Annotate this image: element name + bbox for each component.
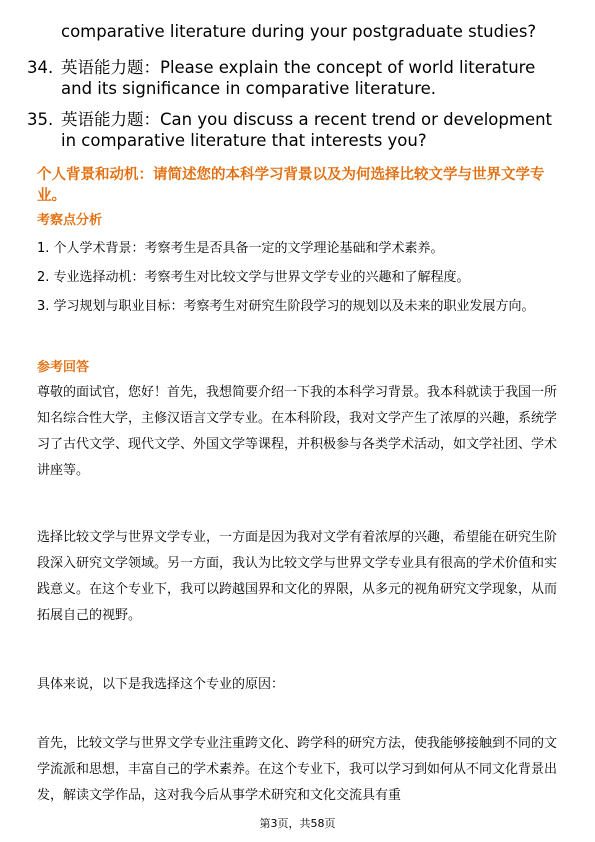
page-footer: 第3页，共58页 — [259, 817, 336, 830]
analysis-heading: 考察点分析 — [37, 213, 103, 228]
answer-paragraph: 尊敬的面试官，您好！首先，我想简要介绍一下我的本科学习背景。我本科就读于我国一所知名综合性大学，主修汉语言文学专业。在本科阶段，我对文学产生了浓厚的兴趣，系统学习了古代文学、现代文学、外国文学等课程，并积极参与各类学术活动，如文学社团、学术讲座等。 — [37, 385, 558, 478]
question-text: 英语能力题：Please explain the concept of world literature and its significance in comparative literature. — [61, 58, 536, 98]
analysis-item: 3. 学习规划与职业目标：考察考生对研究生阶段学习的规划以及未来的职业发展方向。 — [37, 299, 535, 314]
analysis-item: 1. 个人学术背景：考察考生是否具备一定的文学理论基础和学术素养。 — [37, 241, 444, 256]
question-number: 35. — [27, 110, 54, 129]
question-number: 34. — [27, 58, 54, 77]
analysis-item: 2. 专业选择动机：考察考生对比较文学与世界文学专业的兴趣和了解程度。 — [37, 270, 470, 285]
answer-paragraph: 选择比较文学与世界文学专业，一方面是因为我对文学有着浓厚的兴趣，希望能在研究生阶段深入研究文学领域。另一方面，我认为比较文学与世界文学专业具有很高的学术价值和实践意义。在这个专业下，我可以跨越国界和文化的界限，从多元的视角研究文学现象，从而拓展自己的视野。 — [37, 530, 558, 623]
question-continuation: comparative literature during your postgraduate studies? — [61, 22, 537, 41]
answer-paragraph: 具体来说，以下是我选择这个专业的原因： — [37, 677, 285, 692]
answer-paragraph: 首先，比较文学与世界文学专业注重跨文化、跨学科的研究方法，使我能够接触到不同的文学流派和思想，丰富自己的学术素养。在这个专业下，我可以学习到如何从不同文化背景出发，解读文学作品，这对我今后从事学术研究和文化交流具有重 — [37, 736, 558, 803]
section-title: 个人背景和动机：请简述您的本科学习背景以及为何选择比较文学与世界文学专业。 — [37, 167, 545, 204]
question-text: 英语能力题：Can you discuss a recent trend or development in comparative literature that interests you? — [61, 110, 553, 150]
answer-heading: 参考回答 — [37, 360, 90, 375]
